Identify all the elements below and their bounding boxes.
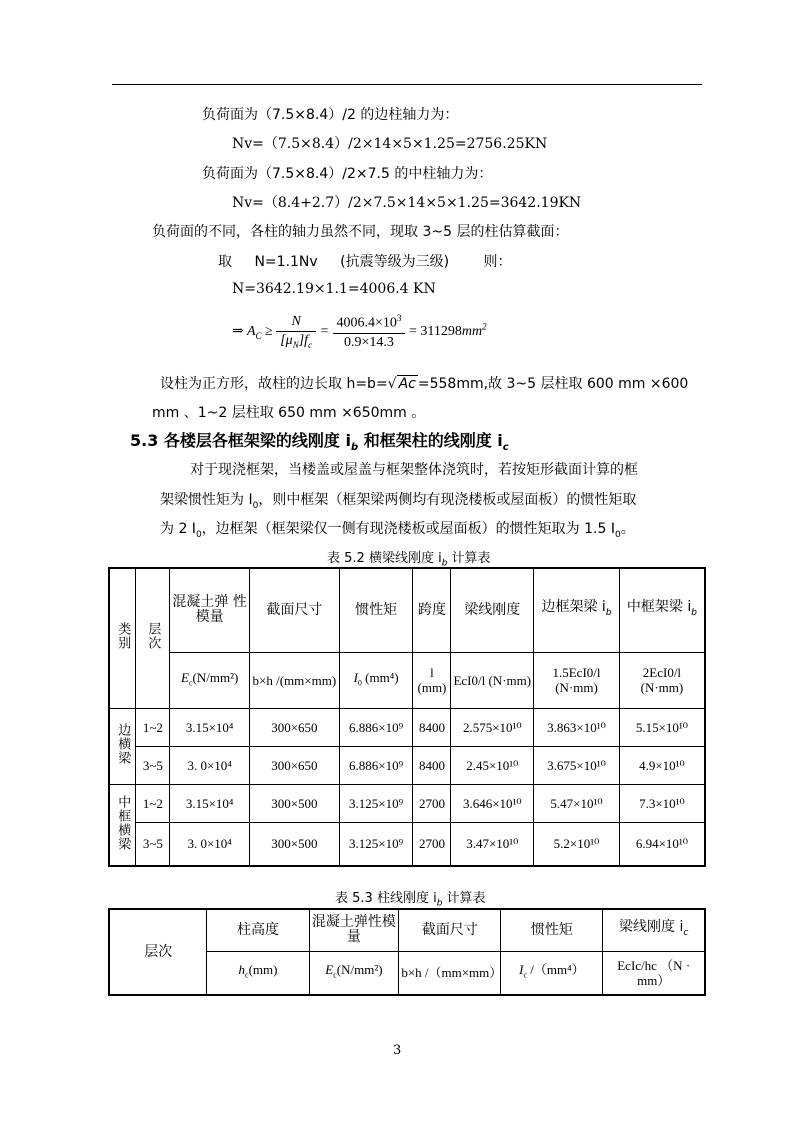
body-line-5: 负荷面的不同，各柱的轴力虽然不同，现取 3~5 层的柱估算截面： (152, 224, 569, 240)
header-category-text: 类别 (115, 622, 131, 651)
para-line-3 (160, 518, 635, 540)
para-line-1: 对于现浇框架，当楼盖或屋盖与框架整体浇筑时，若按矩形截面计算的框 (190, 462, 638, 478)
header-mid-frame (619, 568, 705, 652)
para3-mid: ，边框架（框架梁仅一侧有现浇楼板或屋面板）的惯性矩取为 1.5 I (201, 521, 615, 537)
formula-geq: ≥ (265, 324, 273, 340)
cell-floor: 3~5 (136, 746, 170, 784)
cell-modulus: 3. 0×10⁴ (170, 746, 250, 784)
table-5-3-caption (335, 887, 486, 909)
para3-sub2: 0 (614, 529, 621, 540)
body-line-2: Nv=（7.5×8.4）/2×14×5×1.25=2756.25KN (232, 136, 548, 152)
unit-height-tail: (mm) (248, 962, 278, 978)
cell-stiffness: 2.575×10¹⁰ (451, 708, 534, 746)
cell-floor: 3~5 (136, 822, 170, 866)
body-line-4: Nv=（8.4+2.7）/2×7.5×14×5×1.25=3642.19KN (232, 195, 582, 211)
cell-modulus: 3.15×10⁴ (170, 784, 250, 822)
group-edge-beam (109, 708, 136, 784)
fraction-2-denominator: 0.9×14.3 (344, 334, 394, 350)
unit-inertia-sub: c (523, 971, 528, 981)
area-formula (232, 313, 487, 351)
unit-concrete-tail: (N/mm²) (336, 962, 383, 978)
unit-inertia-sub: 0 (357, 678, 362, 688)
cell-mid: 7.3×10¹⁰ (619, 784, 705, 822)
num-value: 4006.4×10 (336, 315, 397, 331)
fraction-1-denominator (276, 332, 316, 350)
header-beam-stiffness: 梁线刚度 (451, 568, 534, 652)
header-floor: 层次 (109, 909, 207, 995)
beam-stiffness-table (108, 567, 706, 867)
cell-span: 8400 (413, 746, 451, 784)
column-stiffness-table (108, 908, 706, 996)
unit-edge: 1.5EcI0/l (N·mm) (534, 652, 620, 708)
unit-stiffness: EcIc/hc （N · mm） (603, 951, 705, 995)
stiffness-sub: c (683, 927, 689, 938)
cell-mid: 6.94×10¹⁰ (619, 822, 705, 866)
unit-height-symbol: h (238, 962, 246, 978)
mid-frame-sub: b (691, 607, 697, 618)
unit-concrete (170, 652, 250, 708)
body-line-3: 负荷面为（7.5×8.4）/2×7.5 的中柱轴力为： (202, 166, 493, 182)
unit-inertia (339, 652, 413, 708)
caption-tail: 计算表 (447, 551, 491, 566)
body-line-8 (160, 373, 688, 393)
header-section-size: 截面尺寸 (250, 568, 340, 652)
unit-concrete (309, 951, 399, 995)
cell-inertia: 3.125×10⁹ (339, 822, 413, 866)
group-mid-beam-text: 中框横梁 (115, 794, 131, 851)
unit-concrete-symbol: E (181, 669, 189, 685)
seismic-grade-note: (抗震等级为三级) (340, 254, 450, 270)
caption-sub: b (436, 898, 443, 909)
unit-height (207, 951, 309, 995)
table-row (109, 822, 705, 866)
unit-concrete-sub: c (188, 678, 193, 688)
heading-sub-b: b (350, 442, 359, 454)
para2-tail: ，则中框架（框架梁两侧均有现浇楼板或屋面板）的惯性矩取 (258, 492, 637, 508)
page-number: 3 (393, 1043, 402, 1058)
cell-section: 300×500 (250, 784, 340, 822)
fraction-2-numerator (333, 313, 406, 334)
formula-result: = 311298 (408, 324, 462, 340)
para2-text: 架梁惯性矩为 I (160, 492, 253, 508)
cell-stiffness: 2.45×10¹⁰ (451, 746, 534, 784)
heading-text-b: 和框架柱的线刚度 i (358, 431, 503, 450)
formula-unit: mm (461, 324, 483, 340)
body-line-6 (218, 251, 512, 271)
para3-text: 为 2 I (160, 521, 196, 537)
unit-height-sub: c (245, 971, 249, 981)
cell-span: 8400 (413, 708, 451, 746)
header-inertia: 惯性矩 (501, 909, 603, 951)
header-floor (136, 568, 170, 708)
sqrt-argument: Ac (398, 376, 416, 392)
cell-span: 2700 (413, 822, 451, 866)
take-label: 取 (218, 254, 232, 270)
table-row (109, 784, 705, 822)
den-b: ]f (298, 332, 309, 348)
sqrt-symbol: √ (387, 376, 397, 392)
formula-fraction-2 (333, 313, 406, 351)
unit-mid: 2EcI0/l (N·mm) (619, 652, 705, 708)
stiffness-text: 梁线刚度 i (619, 918, 684, 935)
unit-concrete-tail: (N/mm²) (192, 669, 239, 685)
caption-text: 表 5.2 横梁线刚度 i (327, 551, 442, 566)
table-row (109, 746, 705, 784)
para-line-2 (160, 489, 636, 511)
then-label: 则： (483, 254, 512, 270)
header-stiffness (603, 909, 705, 951)
cell-mid: 4.9×10¹⁰ (619, 746, 705, 784)
side-length-text: 设柱为正方形，故柱的边长取 h=b= (160, 376, 388, 392)
den-sub: N (292, 339, 299, 350)
unit-concrete-symbol: E (325, 962, 334, 978)
cell-edge: 3.675×10¹⁰ (534, 746, 620, 784)
cell-span: 2700 (413, 784, 451, 822)
cell-stiffness: 3.646×10¹⁰ (451, 784, 534, 822)
header-span: 跨度 (413, 568, 451, 652)
side-length-result: =558mm,故 3~5 层柱取 600 mm ×600 (417, 376, 689, 392)
cell-modulus: 3.15×10⁴ (170, 708, 250, 746)
cell-edge: 3.863×10¹⁰ (534, 708, 620, 746)
n-expression: N=1.1Nv (254, 254, 318, 270)
body-line-1: 负荷面为（7.5×8.4）/2 的边柱轴力为： (202, 107, 459, 123)
cell-floor: 1~2 (136, 784, 170, 822)
table-5-2-caption (327, 547, 491, 569)
unit-concrete-sub: c (333, 971, 337, 981)
cell-section: 300×650 (250, 708, 340, 746)
formula-unit-sup: 2 (482, 321, 487, 332)
cell-inertia: 3.125×10⁹ (339, 784, 413, 822)
header-section-size: 截面尺寸 (399, 909, 501, 951)
cell-section: 300×500 (250, 822, 340, 866)
unit-inertia-tail: (mm⁴) (361, 669, 399, 685)
fraction-1-numerator: N (276, 314, 316, 332)
heading-text-a: 5.3 各楼层各框架梁的线刚度 i (130, 431, 351, 450)
header-column-height: 柱高度 (207, 909, 309, 951)
cell-edge: 5.47×10¹⁰ (534, 784, 620, 822)
para2-sub: 0 (252, 500, 259, 511)
caption-text: 表 5.3 柱线刚度 i (335, 891, 437, 906)
cell-mid: 5.15×10¹⁰ (619, 708, 705, 746)
unit-inertia-tail: /（mm⁴） (527, 962, 585, 978)
header-edge-frame (534, 568, 620, 652)
den-sub2: c (308, 339, 313, 350)
heading-sub-c: c (502, 442, 509, 454)
cell-stiffness: 3.47×10¹⁰ (451, 822, 534, 866)
group-edge-beam-text: 边横梁 (115, 723, 131, 765)
unit-inertia (501, 951, 603, 995)
body-line-7: N=3642.19×1.1=4006.4 KN (232, 281, 436, 297)
unit-inertia-symbol: I (519, 962, 524, 978)
caption-sub: b (441, 558, 448, 569)
unit-span: l (mm) (413, 652, 451, 708)
header-rule (112, 84, 702, 85)
header-concrete-modulus: 混凝土弹 性 模量 (170, 568, 250, 652)
para3-tail: 。 (620, 521, 635, 537)
edge-frame-text: 边框架梁 i (541, 598, 606, 615)
num-sup: 3 (396, 313, 402, 323)
unit-beam: EcI0/l (N·mm) (451, 652, 534, 708)
cell-floor: 1~2 (136, 708, 170, 746)
mid-frame-text: 中框架梁 i (626, 598, 692, 615)
cell-modulus: 3. 0×10⁴ (170, 822, 250, 866)
cell-inertia: 6.886×10⁹ (339, 746, 413, 784)
section-heading (130, 428, 509, 453)
table-row (109, 708, 705, 746)
unit-inertia-symbol: I (353, 669, 358, 685)
formula-eq-1: = (319, 324, 330, 340)
header-inertia: 惯性矩 (339, 568, 413, 652)
formula-lhs-sub: C (255, 330, 262, 341)
cell-edge: 5.2×10¹⁰ (534, 822, 620, 866)
para3-sub: 0 (195, 529, 202, 540)
group-mid-beam (109, 784, 136, 866)
unit-section: b×h /（mm×mm） (399, 951, 501, 995)
formula-lhs: ⇒ A (232, 324, 256, 340)
unit-section: b×h /(mm×mm) (250, 652, 340, 708)
body-line-9: mm 、1~2 层柱取 650 mm ×650mm 。 (152, 405, 426, 421)
caption-tail: 计算表 (442, 891, 486, 906)
header-floor-text: 层次 (145, 622, 161, 651)
edge-frame-sub: b (605, 607, 612, 618)
header-category (109, 568, 136, 708)
den-a: [μ (280, 332, 293, 348)
header-concrete-modulus: 混凝土弹性模量 (309, 909, 399, 951)
cell-inertia: 6.886×10⁹ (339, 708, 413, 746)
cell-section: 300×650 (250, 746, 340, 784)
formula-fraction-1 (276, 314, 316, 350)
